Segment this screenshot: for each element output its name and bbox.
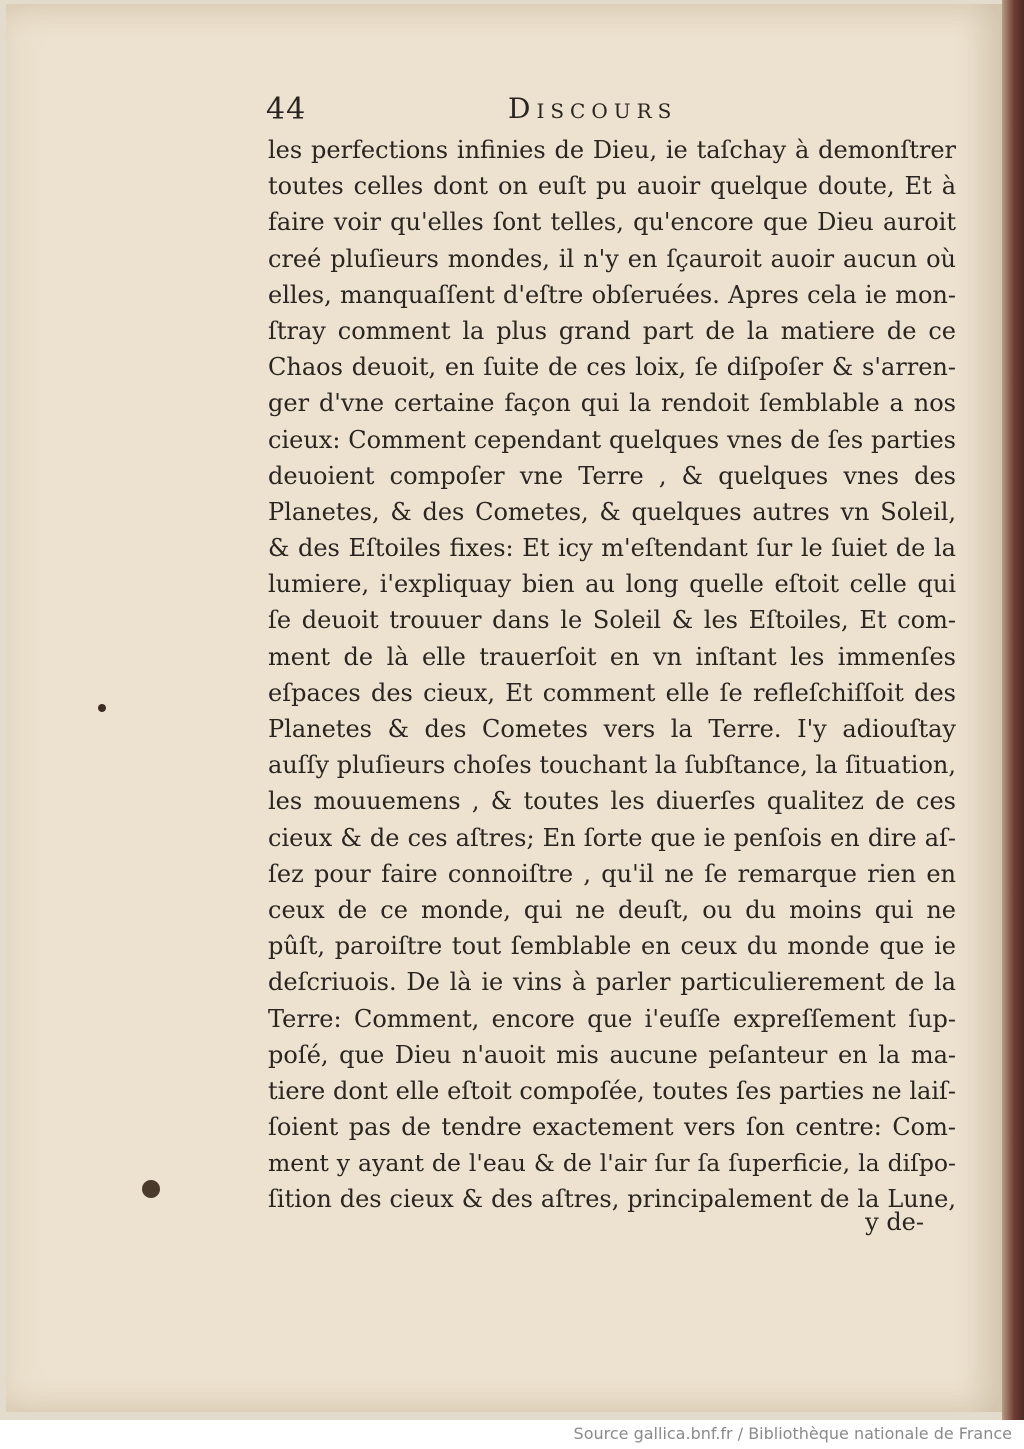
book-page [6, 4, 1002, 1412]
text-line: poſé, que Dieu n'auoit mis aucune peſanteur en la ma- [268, 1040, 956, 1069]
text-line: deuoient compoſer vne Terre , & quelques vnes des [268, 461, 956, 490]
text-line: les perfections infinies de Dieu, ie taſchay à demonſtrer [268, 136, 956, 164]
text-line: ment y ayant de l'eau & de l'air ſur ſa ſuperficie, la diſpo- [268, 1149, 956, 1178]
text-line: les mouuemens , & toutes les diuerſes qualitez de ces [268, 787, 956, 816]
text-line: tiere dont elle eſtoit compoſée, toutes ſes parties ne laiſ- [268, 1076, 956, 1105]
text-line: ment de là elle trauerſoit en vn inſtant les immenſes [268, 642, 956, 671]
text-line: cieux: Comment cependant quelques vnes de ſes parties [268, 425, 956, 454]
text-line: Planetes, & des Cometes, & quelques autres vn Soleil, [268, 497, 956, 526]
body-text [268, 132, 956, 1218]
text-line: creé pluſieurs mondes, il n'y en ſçauroit auoir aucun où [268, 244, 956, 273]
page-number: 44 [266, 92, 307, 127]
text-line: elles, manquaſſent d'eſtre obſeruées. Apres cela ie mon- [268, 280, 956, 309]
ink-spot [98, 704, 106, 712]
text-line: Terre: Comment, encore que i'euſſe expreſſement ſup- [268, 1004, 956, 1033]
text-line: Planetes & des Cometes vers la Terre. I'y adiouſtay [268, 715, 956, 743]
text-line: ſition des cieux & des aſtres, principalement de la Lune, [268, 1185, 956, 1214]
catchword: y de- [865, 1208, 924, 1236]
text-line: pûſt, paroiſtre tout ſemblable en ceux du monde que ie [268, 932, 956, 961]
text-line: deſcriuois. De là ie vins à parler particulierement de la [268, 968, 956, 997]
text-line: & des Eſtoiles fixes: Et icy m'eſtendant ſur le ſuiet de la [268, 534, 956, 563]
text-line: Chaos deuoit, en ſuite de ces loix, ſe diſpoſer & s'arren- [268, 353, 956, 382]
text-line: auſſy pluſieurs choſes touchant la ſubſtance, la ſituation, [268, 751, 956, 780]
text-line: ſtray comment la plus grand part de la matiere de ce [268, 316, 956, 345]
text-line: eſpaces des cieux, Et comment elle ſe refleſchiſſoit des [268, 678, 956, 707]
text-line: ſoient pas de tendre exactement vers ſon centre: Com- [268, 1113, 956, 1142]
text-line: toutes celles dont on euſt pu auoir quelque doute, Et à [268, 172, 956, 201]
text-line: ſez pour faire connoiſtre , qu'il ne ſe remarque rien en [268, 859, 956, 888]
ink-spot [142, 1180, 160, 1198]
text-line: cieux & de ces aſtres; En ſorte que ie penſois en dire aſ- [268, 823, 956, 852]
source-credit: Source gallica.bnf.fr / Bibliothèque nationale de France [573, 1424, 1012, 1443]
running-title: Discours [508, 92, 678, 125]
text-line: ſe deuoit trouuer dans le Soleil & les Eſtoiles, Et com- [268, 606, 956, 635]
book-binding [1002, 0, 1024, 1420]
text-line: ger d'vne certaine façon qui la rendoit ſemblable a nos [268, 389, 956, 418]
text-line: faire voir qu'elles ſont telles, qu'encore que Dieu auroit [268, 208, 956, 237]
text-line: ceux de ce monde, qui ne deuſt, ou du moins qui ne [268, 895, 956, 924]
text-line: lumiere, i'expliquay bien au long quelle eſtoit celle qui [268, 570, 956, 599]
page-header [266, 92, 966, 132]
